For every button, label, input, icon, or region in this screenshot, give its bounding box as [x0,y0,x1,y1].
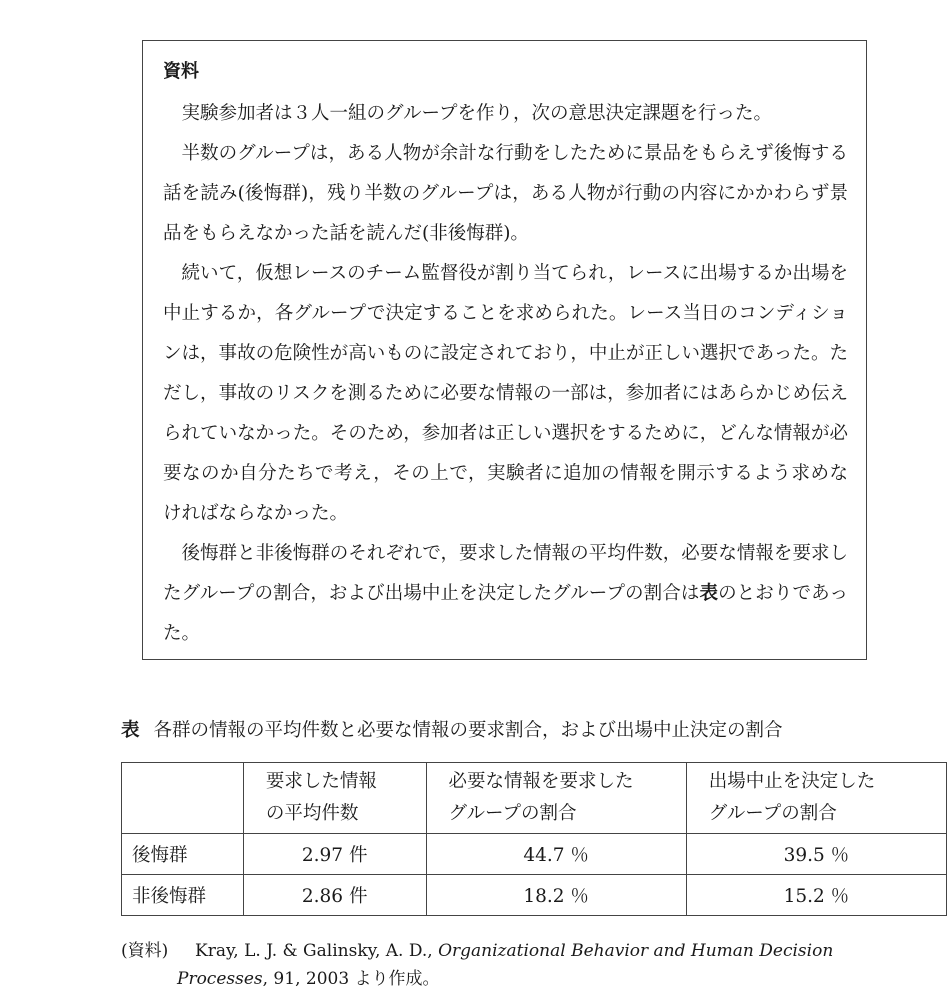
source-journal-cont: Processes [177,969,263,989]
table-header-cell [426,763,686,834]
results-table [121,762,947,916]
table-caption-label: 表 [121,720,140,741]
table-cell: 39.5 ％ [686,834,946,875]
material-box [142,40,867,660]
source-line-2 [121,965,871,993]
material-body [163,94,848,654]
row-label: 非後悔群 [122,875,244,916]
table-caption-text: 各群の情報の平均件数と必要な情報の要求割合，および出場中止決定の割合 [153,720,783,741]
row-label: 後悔群 [122,834,244,875]
table-header-row [122,763,947,834]
header-line: グループの割合 [708,803,837,824]
source-line-1 [121,937,871,965]
table-corner-cell [122,763,244,834]
source-authors: Kray, L. J. & Galinsky, A. D., [195,941,433,961]
header-line: の平均件数 [265,803,359,824]
table-row [122,875,947,916]
header-line: 要求した情報 [265,771,377,792]
table-cell: 44.7 ％ [426,834,686,875]
material-heading: 資料 [163,61,199,82]
material-paragraph-last-main: 後悔群と非後悔群のそれぞれで，要求した情報の平均件数，必要な情報を要求したグループの割合，および出場中止を決定したグループの割合は [163,543,848,604]
material-paragraph-last [163,534,848,654]
source-journal: Organizational Behavior and Human Decision [438,941,834,961]
material-paragraph: 続いて，仮想レースのチーム監督役が割り当てられ，レースに出場するか出場を中止するか，各グループで決定することを求められた。レース当日のコンディションは，事故の危険性が高いものに設定されており，中止が正しい選択であった。ただし，事故のリスクを測るために必要な情報の一部は，参加者にはあらかじめ伝えられていなかった。そのため，参加者は正しい選択をするために，どんな情報が必要なのか自分たちで考え，その上で，実験者に追加の情報を開示するよう求めなければならなかった。 [163,263,848,524]
table-cell: 2.97 件 [243,834,426,875]
material-paragraph: 実験参加者は３人一組のグループを作り，次の意思決定課題を行った。 [181,103,773,124]
header-line: 出場中止を決定した [708,771,876,792]
table-row [122,834,947,875]
source-citation [121,937,871,993]
source-tail: , 91, 2003 より作成。 [262,969,440,989]
header-line: グループの割合 [448,803,577,824]
table-caption [121,718,881,744]
table-cell: 15.2 ％ [686,875,946,916]
table-cell: 2.86 件 [243,875,426,916]
table-header-cell [686,763,946,834]
table-header-cell [243,763,426,834]
table-cell: 18.2 ％ [426,875,686,916]
source-label: (資料) [121,941,169,961]
material-paragraph: 半数のグループは，ある人物が余計な行動をしたために景品をもらえず後悔する話を読み(後悔群)，残り半数のグループは，ある人物が行動の内容にかかわらず景品をもらえなかった話を読んだ(非後悔群)。 [163,143,848,244]
table-reference: 表 [699,583,719,604]
material-paragraph-last-tail: のとおりであった。 [163,583,848,644]
header-line: 必要な情報を要求した [448,771,634,792]
